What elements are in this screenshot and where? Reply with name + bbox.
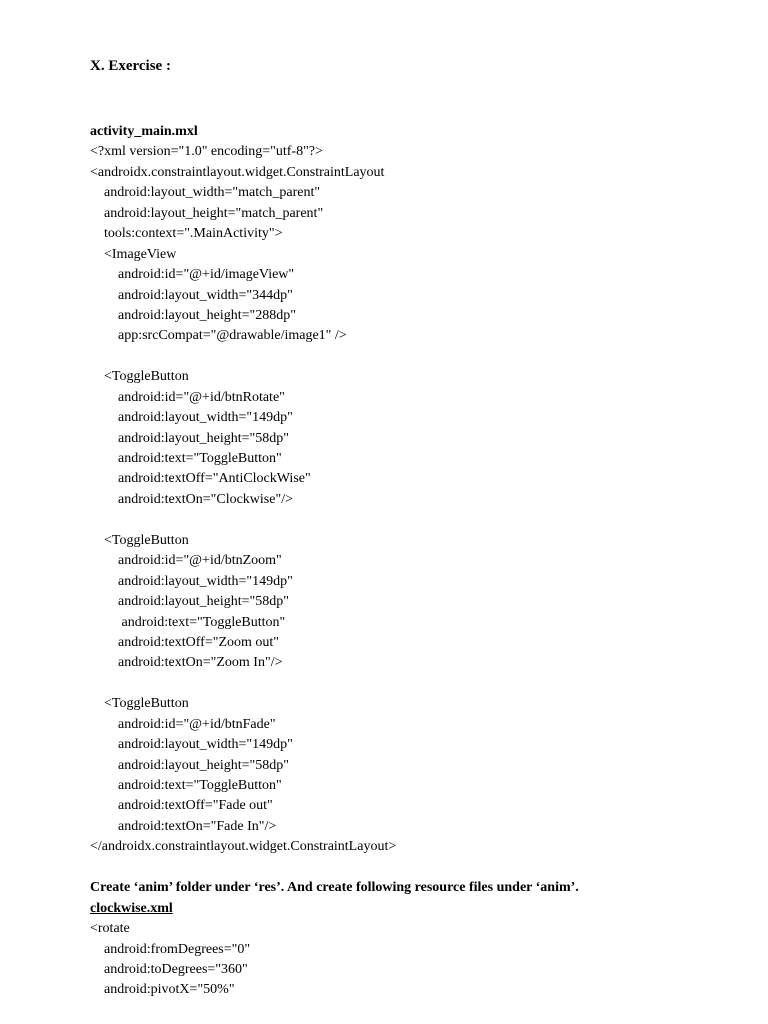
text-line: android:toDegrees="360" bbox=[90, 961, 248, 977]
text-line: <ToggleButton bbox=[90, 696, 189, 712]
text-line: <androidx.constraintlayout.widget.ConstraintLayout bbox=[90, 164, 385, 180]
text-line: android:layout_height="58dp" bbox=[90, 594, 289, 610]
text-line: android:textOn="Fade In"/> bbox=[90, 818, 277, 834]
text-line: android:layout_height="match_parent" bbox=[90, 205, 324, 221]
text-line: android:layout_width="149dp" bbox=[90, 737, 293, 753]
text-line: android:layout_height="288dp" bbox=[90, 307, 296, 323]
code-listing bbox=[90, 122, 750, 1001]
text-line: android:text="ToggleButton" bbox=[90, 451, 282, 466]
text-line: Create ‘anim’ folder under ‘res’. And create following resource files under ‘anim’. bbox=[90, 880, 579, 896]
text-line: android:layout_width="149dp" bbox=[90, 573, 293, 589]
text-line: android:textOff="Zoom out" bbox=[90, 634, 279, 650]
text-line: android:id="@+id/btnFade" bbox=[90, 716, 276, 732]
blank-line bbox=[90, 858, 750, 878]
text-line: android:textOff="AntiClockWise" bbox=[90, 471, 311, 487]
text-line: android:textOn="Clockwise"/> bbox=[90, 491, 293, 507]
text-line: app:srcCompat="@drawable/image1" /> bbox=[90, 328, 347, 344]
text-line: <ToggleButton bbox=[90, 369, 189, 385]
text-line: android:text="ToggleButton" bbox=[90, 778, 282, 793]
text-line: android:layout_height="58dp" bbox=[90, 757, 289, 773]
text-line: android:layout_width="344dp" bbox=[90, 287, 293, 303]
text-line: android:id="@+id/btnZoom" bbox=[90, 553, 282, 569]
text-line: android:layout_width="match_parent" bbox=[90, 185, 321, 201]
text-line: <ImageView bbox=[90, 246, 177, 262]
text-line: android:pivotX="50%" bbox=[90, 982, 235, 998]
exercise-heading: X. Exercise : bbox=[90, 58, 171, 74]
text-line: android:layout_height="58dp" bbox=[90, 430, 289, 446]
text-line: <?xml version="1.0" encoding="utf-8"?> bbox=[90, 144, 323, 160]
text-line: tools:context=".MainActivity"> bbox=[90, 226, 283, 242]
blank-line bbox=[90, 674, 750, 694]
blank-line bbox=[90, 347, 750, 367]
text-line: <rotate bbox=[90, 921, 130, 937]
text-line: android:id="@+id/imageView" bbox=[90, 267, 295, 283]
text-line: android:id="@+id/btnRotate" bbox=[90, 389, 285, 405]
text-line: </androidx.constraintlayout.widget.ConstraintLayout> bbox=[90, 839, 397, 855]
text-line: android:text="ToggleButton" bbox=[90, 614, 286, 630]
text-line: activity_main.mxl bbox=[90, 124, 198, 139]
text-line: android:layout_width="149dp" bbox=[90, 410, 293, 426]
text-line: android:fromDegrees="0" bbox=[90, 941, 251, 957]
blank-line bbox=[90, 510, 750, 530]
text-line: android:textOff="Fade out" bbox=[90, 798, 273, 814]
text-line: clockwise.xml bbox=[90, 900, 173, 916]
text-line: <ToggleButton bbox=[90, 532, 189, 548]
text-line: android:textOn="Zoom In"/> bbox=[90, 655, 283, 671]
